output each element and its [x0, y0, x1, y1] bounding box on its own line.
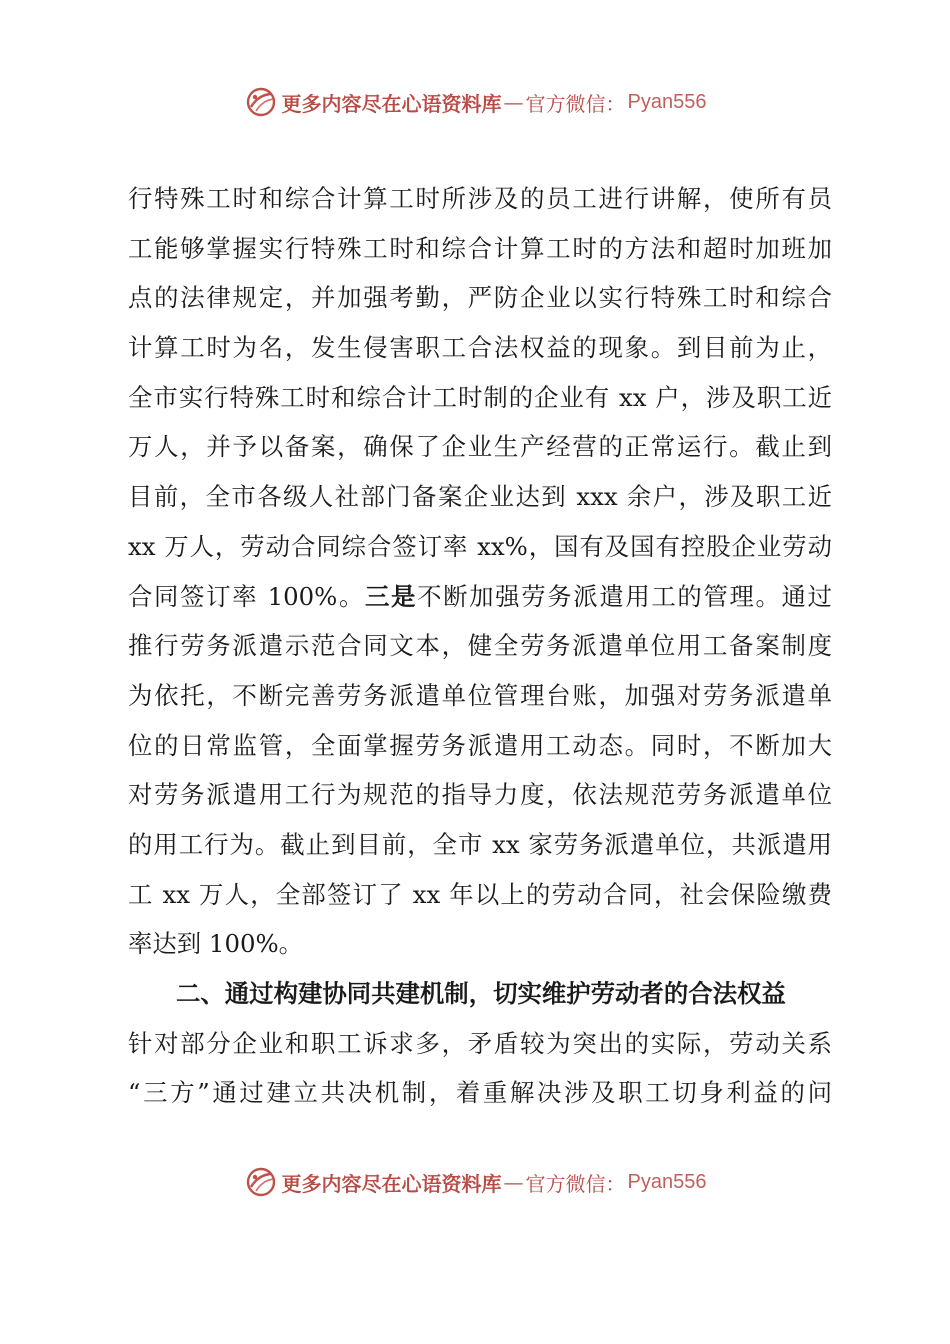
line-text: 合同签订率 100%。 — [128, 581, 365, 611]
paragraph-line: 点的法律规定，并加强考勤，严防企业以实行特殊工时和综合 — [128, 283, 832, 313]
paragraph-line: 工能够掌握实行特殊工时和综合计算工时的方法和超时加班加 — [128, 233, 832, 263]
banner-dash: — — [503, 90, 524, 114]
section-heading: 二、通过构建协同共建机制，切实维护劳动者的合法权益 — [176, 979, 786, 1008]
banner-wechat-id: Pyan556 — [627, 90, 707, 113]
banner-official-label: 官方微信： — [525, 91, 626, 116]
paragraph-line: 计算工时为名，发生侵害职工合法权益的现象。到目前为止， — [128, 333, 832, 363]
paragraph-line-mixed — [128, 572, 832, 622]
paragraph-line: “三方”通过建立共决机制，着重解决涉及职工切身利益的问 — [128, 1078, 832, 1108]
banner-brand-text: 更多内容尽在心语资料库 — [281, 1171, 502, 1196]
footer-banner — [0, 1162, 950, 1202]
line-text: 不断加强劳务派遣用工的管理。通过 — [417, 581, 832, 611]
paragraph-line: 为依托，不断完善劳务派遣单位管理台账，加强对劳务派遣单 — [128, 680, 832, 710]
paragraph-line: 推行劳务派遣示范合同文本，健全劳务派遣单位用工备案制度 — [128, 631, 832, 661]
paragraph-line: 工 xx 万人，全部签订了 xx 年以上的劳动合同，社会保险缴费 — [128, 879, 832, 909]
paragraph-line: 的用工行为。截止到目前，全市 xx 家劳务派遣单位，共派遣用 — [128, 829, 832, 859]
banner-dash: — — [503, 1170, 524, 1194]
header-banner — [0, 82, 950, 122]
paragraph-line: 位的日常监管，全面掌握劳务派遣用工动态。同时，不断加大 — [128, 730, 832, 760]
brand-logo-icon — [244, 1165, 278, 1199]
paragraph-line: 行特殊工时和综合计算工时所涉及的员工进行讲解，使所有员 — [128, 184, 832, 213]
paragraph-line: 目前，全市各级人社部门备案企业达到 xxx 余户，涉及职工近 — [128, 482, 832, 512]
paragraph-line: xx 万人，劳动合同综合签订率 xx%，国有及国有控股企业劳动 — [128, 531, 832, 561]
brand-logo-icon — [244, 85, 278, 119]
paragraph-line: 对劳务派遣用工行为规范的指导力度，依法规范劳务派遣单位 — [128, 780, 832, 810]
banner-wechat-id: Pyan556 — [627, 1170, 707, 1193]
paragraph-line: 针对部分企业和职工诉求多，矛盾较为突出的实际，劳动关系 — [128, 1028, 832, 1058]
banner-brand-text: 更多内容尽在心语资料库 — [281, 91, 502, 116]
banner-official-label: 官方微信： — [525, 1171, 626, 1196]
paragraph-line: 万人，并予以备案，确保了企业生产经营的正常运行。截止到 — [128, 432, 832, 462]
bold-emphasis: 三是 — [364, 581, 418, 611]
document-body — [128, 174, 832, 1118]
paragraph-line: 全市实行特殊工时和综合计工时制的企业有 xx 户，涉及职工近 — [128, 382, 832, 412]
paragraph-line: 率达到 100%。 — [128, 929, 304, 959]
